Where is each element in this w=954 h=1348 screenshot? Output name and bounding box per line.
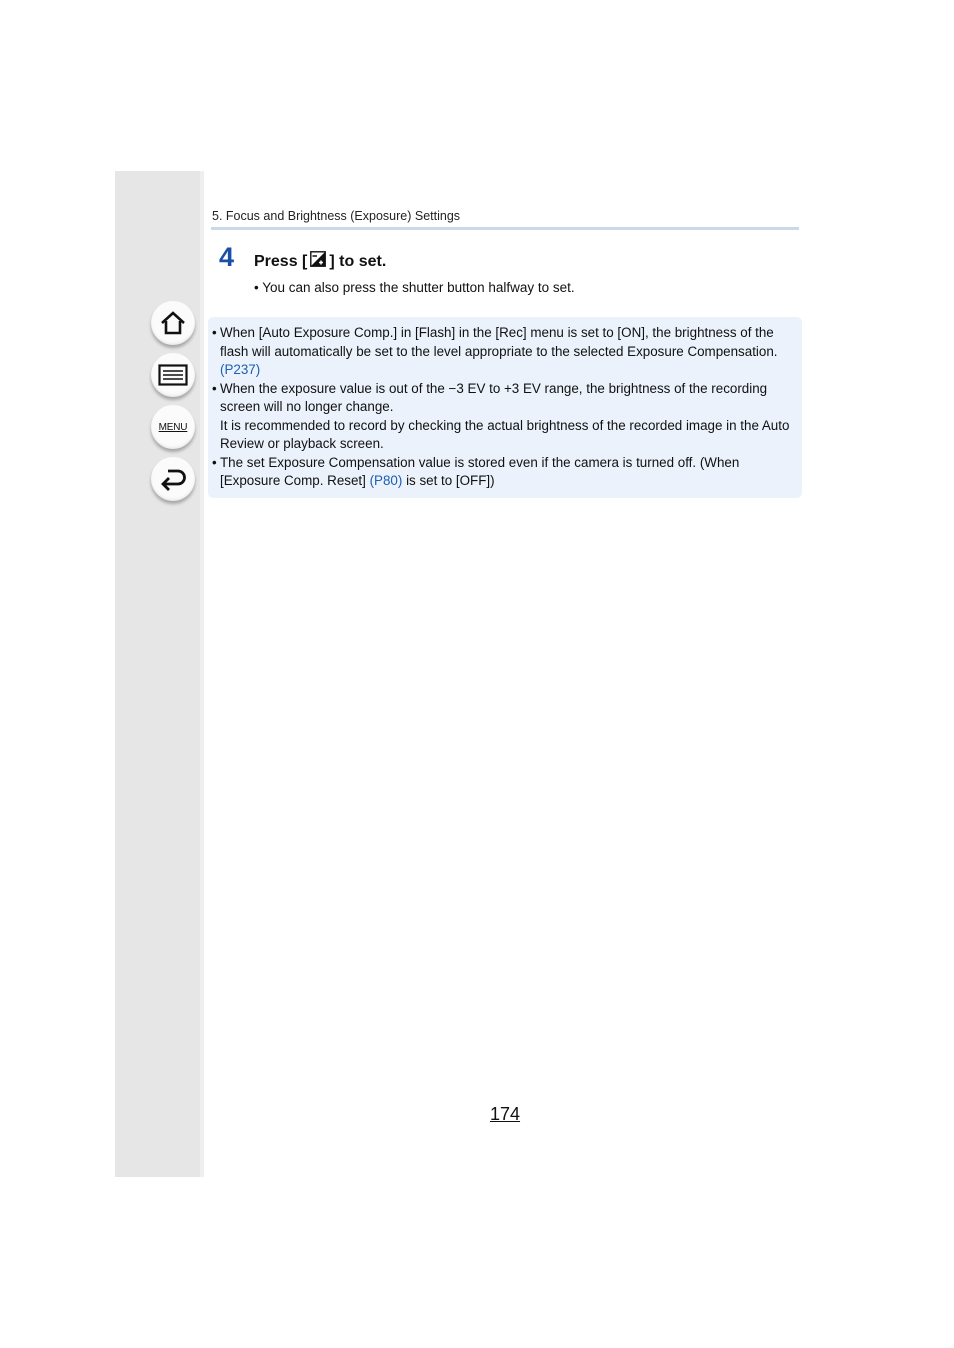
note-text: When the exposure value is out of the −3 EV to +3 EV range, the brightness of the recording screen will no longer change. xyxy=(220,380,768,414)
note-item xyxy=(212,380,796,454)
list-icon xyxy=(158,364,188,386)
home-icon xyxy=(159,310,187,336)
page-number: 174 xyxy=(490,1104,521,1124)
bullet: • xyxy=(212,454,217,470)
section-title: 5. Focus and Brightness (Exposure) Settings xyxy=(212,209,461,223)
note-item xyxy=(212,324,796,380)
step-instruction xyxy=(254,251,386,272)
page-link-p80[interactable]: (P80) xyxy=(369,473,403,488)
back-button[interactable] xyxy=(151,457,195,501)
bullet: • xyxy=(212,325,217,340)
menu-button[interactable] xyxy=(151,405,195,449)
step-number: 4 xyxy=(219,242,235,272)
step-text-after: ] to set. xyxy=(329,252,387,270)
menu-label: MENU xyxy=(158,421,188,433)
bullet: • xyxy=(212,380,217,396)
exposure-compensation-icon xyxy=(310,251,326,272)
note-text-end: is set to [OFF]) xyxy=(402,473,495,488)
note-text-continued: It is recommended to record by checking the actual brightness of the recorded image in the Auto Review or playback screen. xyxy=(220,417,790,451)
note-text: The set Exposure Compensation value is stored even if the camera is turned off. (When [Exposure Comp. Reset] xyxy=(220,454,740,488)
sidebar-edge xyxy=(200,171,204,1177)
note-text: When [Auto Exposure Comp.] in [Flash] in the [Rec] menu is set to [ON], the brightness of the flash will automatically be set to the level appropriate to the selected Exposure Compensation. xyxy=(220,325,778,359)
step-tip: • You can also press the shutter button halfway to set. xyxy=(254,280,575,295)
step-text-before: Press [ xyxy=(254,252,308,270)
contents-button[interactable] xyxy=(151,353,195,397)
page-link-p237[interactable]: (P237) xyxy=(220,362,261,377)
note-item xyxy=(212,454,796,491)
home-button[interactable] xyxy=(151,301,195,345)
section-divider xyxy=(211,227,799,230)
return-icon xyxy=(159,467,187,491)
notes-box xyxy=(208,317,802,498)
